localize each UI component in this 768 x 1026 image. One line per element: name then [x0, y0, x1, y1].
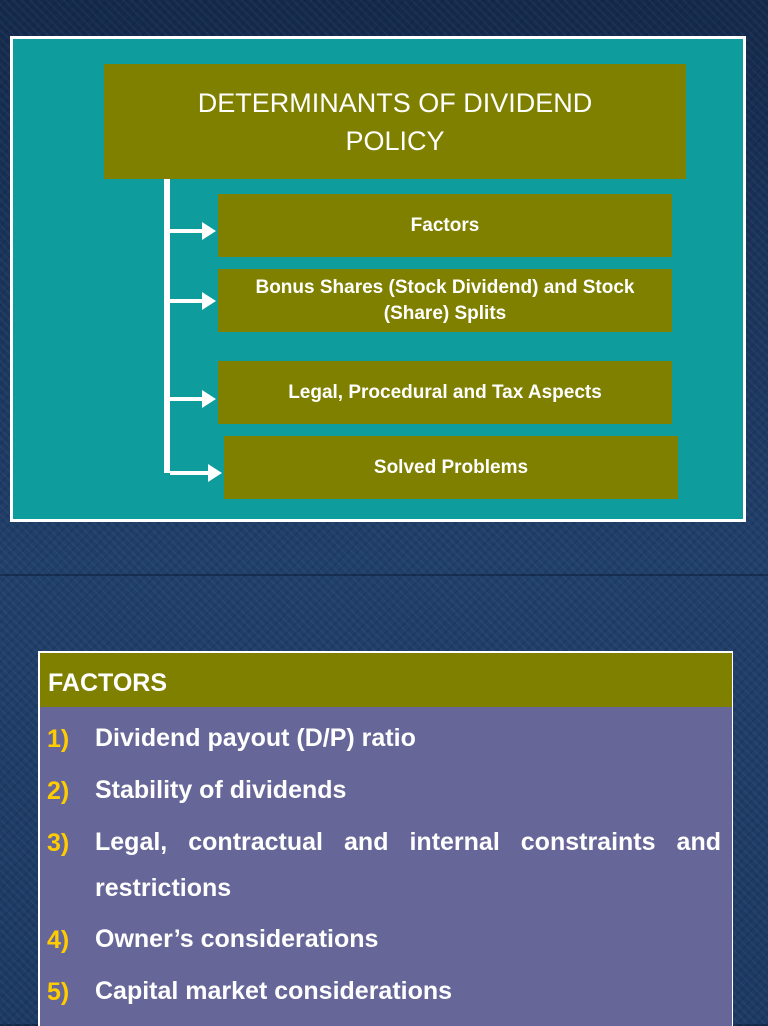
- list-number: 2): [47, 777, 70, 805]
- arrow-factors: [170, 229, 202, 233]
- branch-label: Solved Problems: [373, 456, 529, 478]
- factors-header: [40, 653, 732, 707]
- slide-divider: [0, 574, 768, 576]
- arrow-bonus-shares: [170, 299, 202, 303]
- factors-title: FACTORS: [48, 669, 167, 697]
- list-number: 1): [47, 725, 70, 753]
- branch-factors[interactable]: [218, 194, 672, 257]
- list-number: 4): [47, 926, 70, 954]
- list-number: 3): [47, 829, 70, 857]
- branch-label: Factors: [410, 214, 480, 236]
- list-number: 5): [47, 978, 70, 1006]
- list-text: Stability of dividends: [95, 776, 347, 804]
- connector-line: [164, 179, 170, 473]
- list-text: Dividend payout (D/P) ratio: [95, 724, 416, 752]
- branch-solved-problems[interactable]: [224, 436, 678, 499]
- arrow-solved-problems: [170, 471, 208, 475]
- list-text: Owner’s considerations: [95, 925, 379, 953]
- factors-panel: [38, 651, 733, 1026]
- branch-legal-aspects[interactable]: [218, 361, 672, 424]
- branch-bonus-shares[interactable]: [218, 269, 672, 332]
- list-text: Legal, contractual and internal constraints and restrictions: [95, 828, 721, 902]
- branch-label: Bonus Shares (Stock Dividend) and Stock (Share) Splits: [255, 276, 635, 324]
- title-box: [104, 64, 686, 179]
- diagram-title: DETERMINANTS OF DIVIDEND POLICY: [197, 87, 593, 156]
- list-text: Capital market considerations: [95, 977, 453, 1005]
- branch-label: Legal, Procedural and Tax Aspects: [288, 381, 602, 403]
- diagram-frame: [10, 36, 746, 522]
- arrow-legal-aspects: [170, 397, 202, 401]
